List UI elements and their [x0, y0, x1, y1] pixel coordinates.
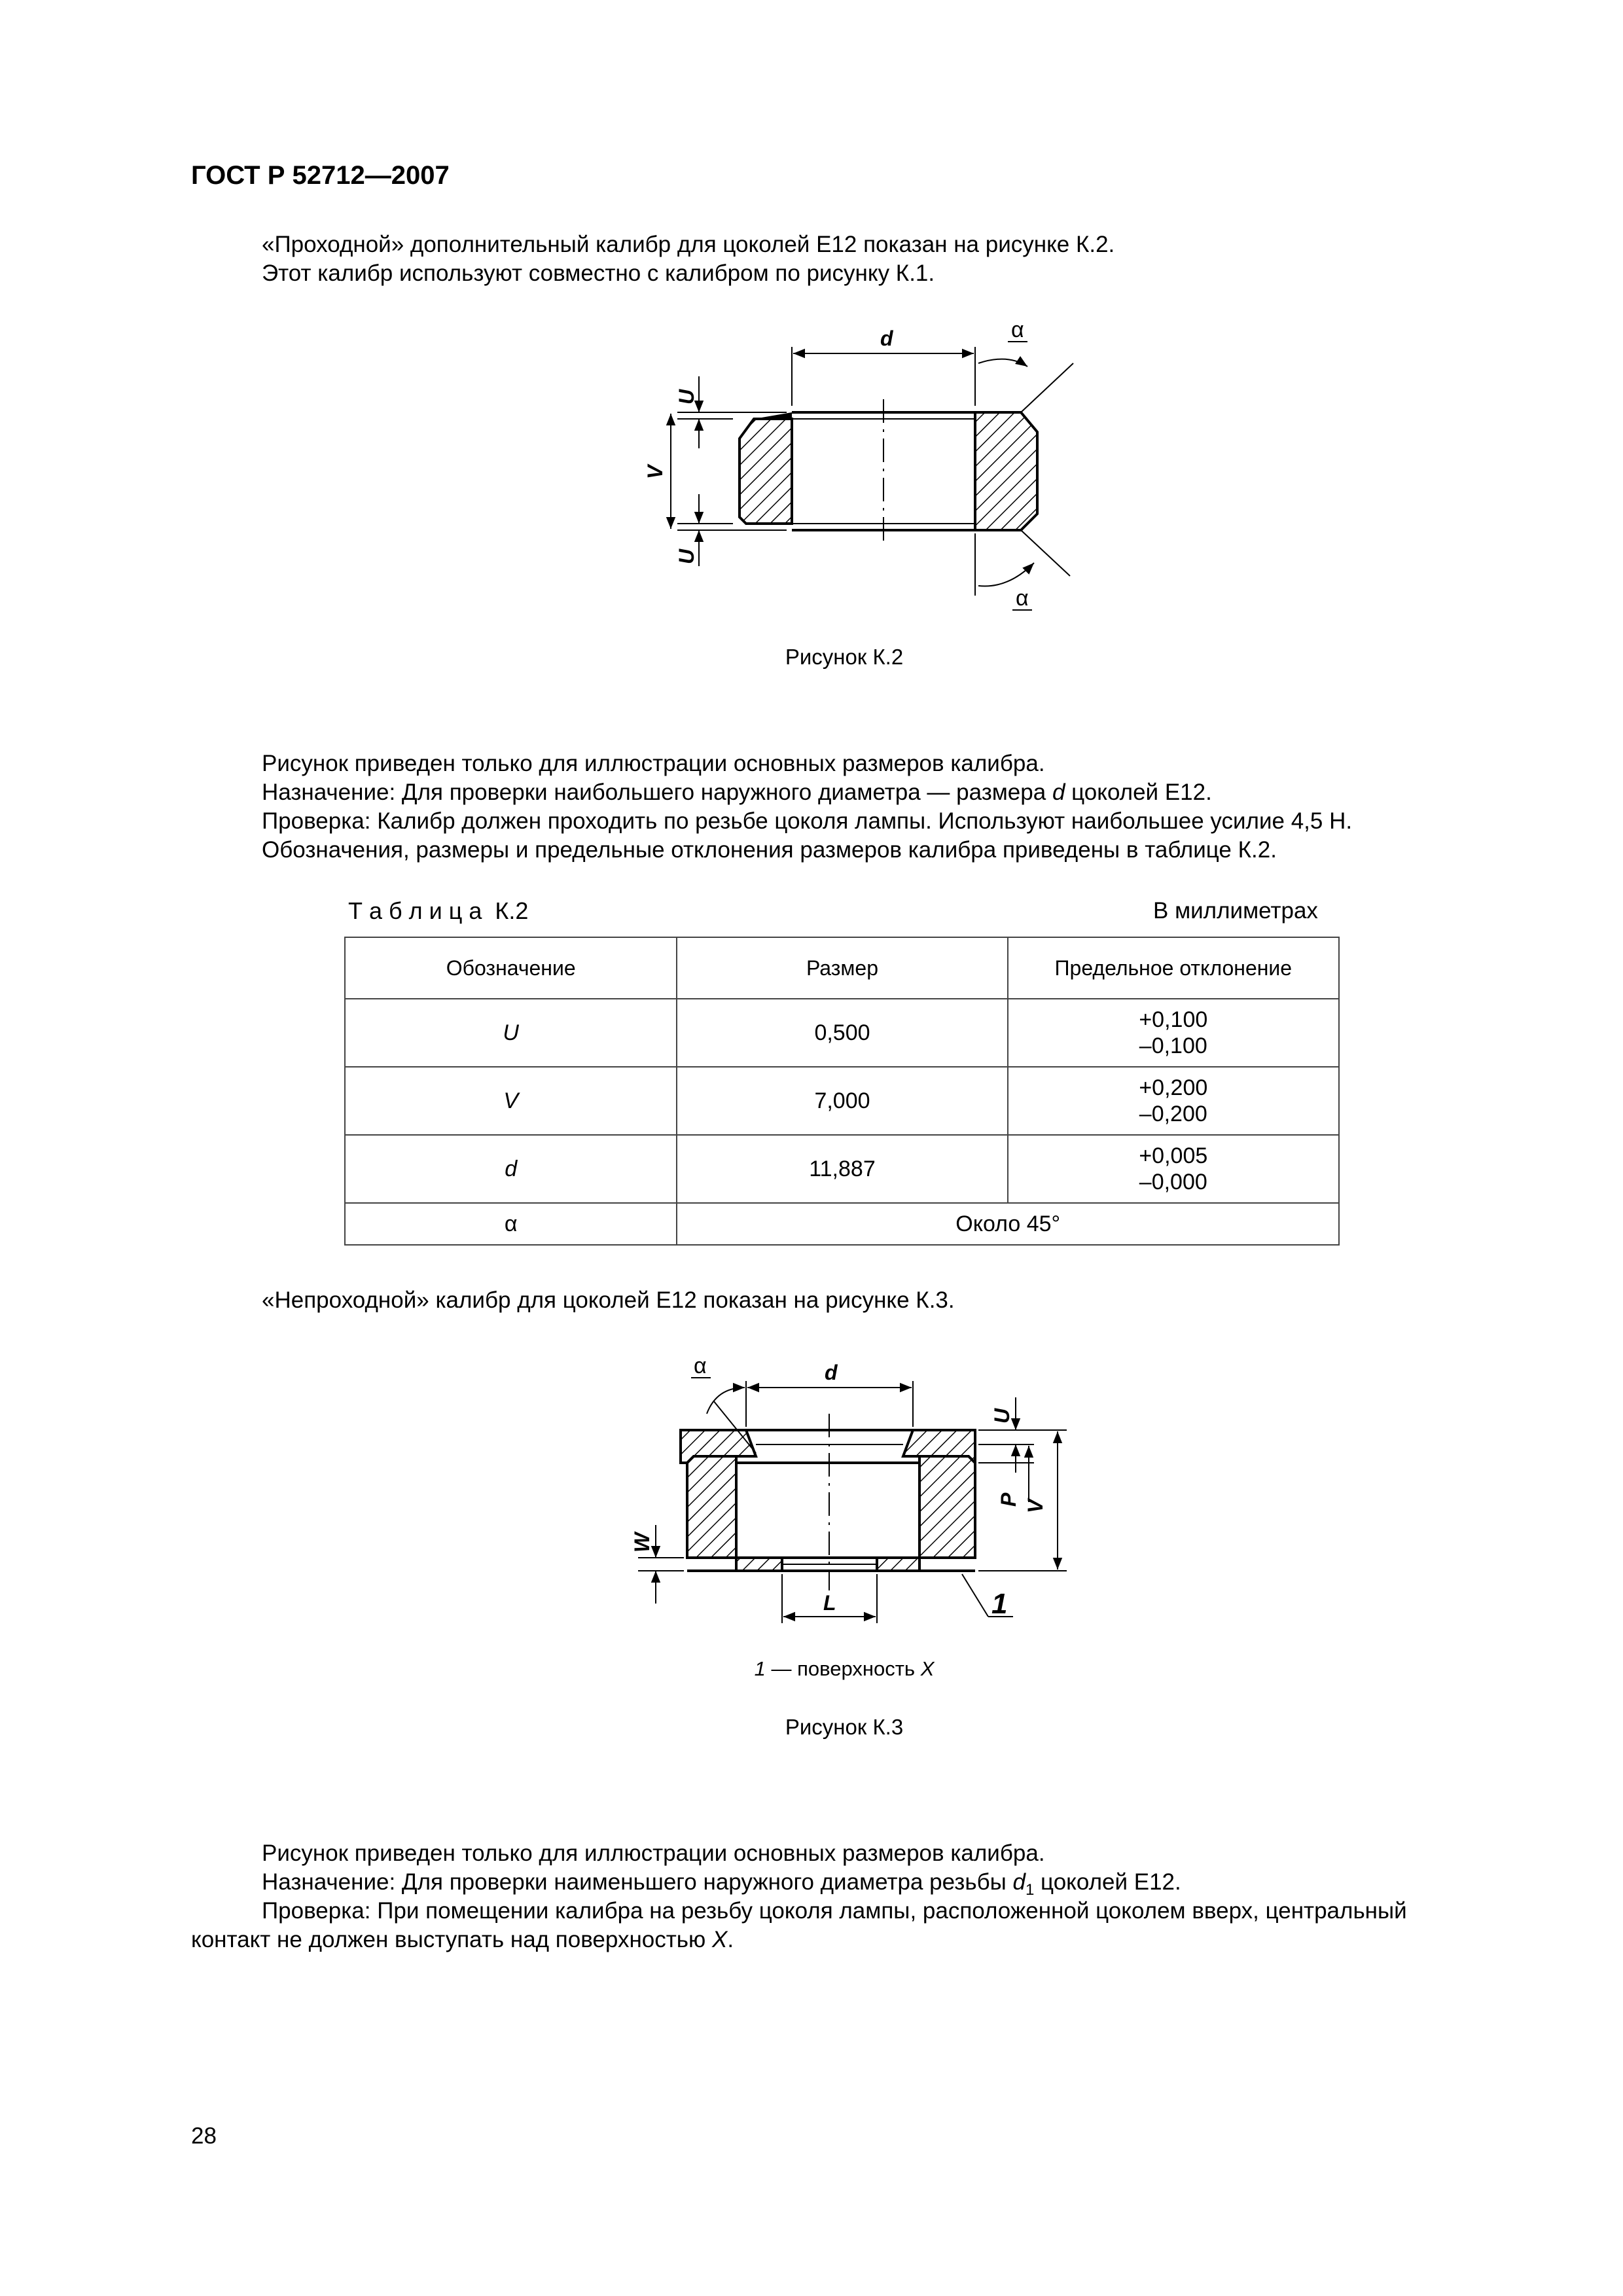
section1-line-1: Рисунок приведен только для иллюстрации основных размеров калибра. [262, 751, 1045, 776]
table-symbol: U [345, 999, 677, 1067]
k2-alpha-bottom: α [1016, 586, 1029, 611]
figure-k2-caption: Рисунок К.2 [785, 645, 904, 669]
figure-k2 [615, 308, 1086, 625]
k3-label-d: d [825, 1361, 838, 1384]
k3-alpha: α [694, 1354, 707, 1378]
k2-label-u-top: U [675, 389, 698, 404]
table-row [345, 1135, 1339, 1203]
table-row [345, 999, 1339, 1067]
table-symbol: α [345, 1203, 677, 1245]
k2-label-u-bottom: U [675, 548, 698, 564]
table-size: 11,887 [677, 1135, 1007, 1203]
figure-k3-caption: Рисунок К.3 [785, 1715, 904, 1739]
table-header-row [345, 937, 1339, 999]
k2-label-v: V [643, 465, 667, 479]
table-units: В миллиметрах [1153, 898, 1318, 924]
section3-line-4: контакт не должен выступать над поверхностью X. [191, 1927, 734, 1952]
table-tolerance: +0,200 –0,200 [1008, 1067, 1339, 1135]
table-size: 0,500 [677, 999, 1007, 1067]
table-tolerance: +0,100 –0,100 [1008, 999, 1339, 1067]
k2-alpha-top: α [1011, 317, 1024, 342]
table-header-cell: Размер [677, 937, 1007, 999]
k3-label-p: P [997, 1492, 1020, 1507]
k3-label-u: U [990, 1408, 1014, 1424]
table-symbol: d [345, 1135, 677, 1203]
section1-line-3: Проверка: Калибр должен проходить по резьбе цоколя лампы. Используют наибольшее усилие 4,5 Н. [262, 808, 1353, 834]
table-header-cell: Предельное отклонение [1008, 937, 1339, 999]
figure-k3 [615, 1342, 1086, 1659]
k3-label-v: V [1024, 1499, 1047, 1513]
k3-callout-1: 1 [991, 1588, 1008, 1620]
section1-line-2: Назначение: Для проверки наибольшего наружного диаметра — размера d цоколей Е12. [262, 780, 1212, 805]
table-title: Т а б л и ц а К.2 [348, 897, 529, 924]
table-k2 [344, 937, 1340, 1246]
page-number: 28 [191, 2123, 217, 2149]
section3-line-1: Рисунок приведен только для иллюстрации основных размеров калибра. [262, 1840, 1045, 1866]
section3-line-3: Проверка: При помещении калибра на резьбу цоколя лампы, расположенной цоколем вверх, центральный [262, 1898, 1407, 1924]
section2-line-1: «Непроходной» калибр для цоколей Е12 показан на рисунке К.3. [262, 1287, 955, 1313]
table-symbol: V [345, 1067, 677, 1135]
table-merged-value: Около 45° [677, 1203, 1339, 1245]
section3-line-2: Назначение: Для проверки наименьшего наружного диаметра резьбы $d_1$ цоколей Е12. [262, 1869, 1181, 1899]
figure-k3-legend: 1 — поверхность X [754, 1657, 935, 1680]
table-header-cell: Обозначение [345, 937, 677, 999]
section1-line-4: Обозначения, размеры и предельные отклонения размеров калибра приведены в таблице К.2. [262, 837, 1277, 863]
intro-line-2: Этот калибр используют совместно с калибром по рисунку К.1. [262, 260, 935, 286]
k2-label-d: d [880, 327, 893, 350]
table-size: 7,000 [677, 1067, 1007, 1135]
table-row [345, 1203, 1339, 1245]
table-row [345, 1067, 1339, 1135]
standard-number: ГОСТ Р 52712—2007 [191, 161, 450, 190]
k3-label-l: L [823, 1591, 836, 1615]
table-tolerance: +0,005 –0,000 [1008, 1135, 1339, 1203]
intro-line-1: «Проходной» дополнительный калибр для цоколей Е12 показан на рисунке К.2. [262, 232, 1115, 257]
k3-label-w: W [630, 1532, 654, 1552]
